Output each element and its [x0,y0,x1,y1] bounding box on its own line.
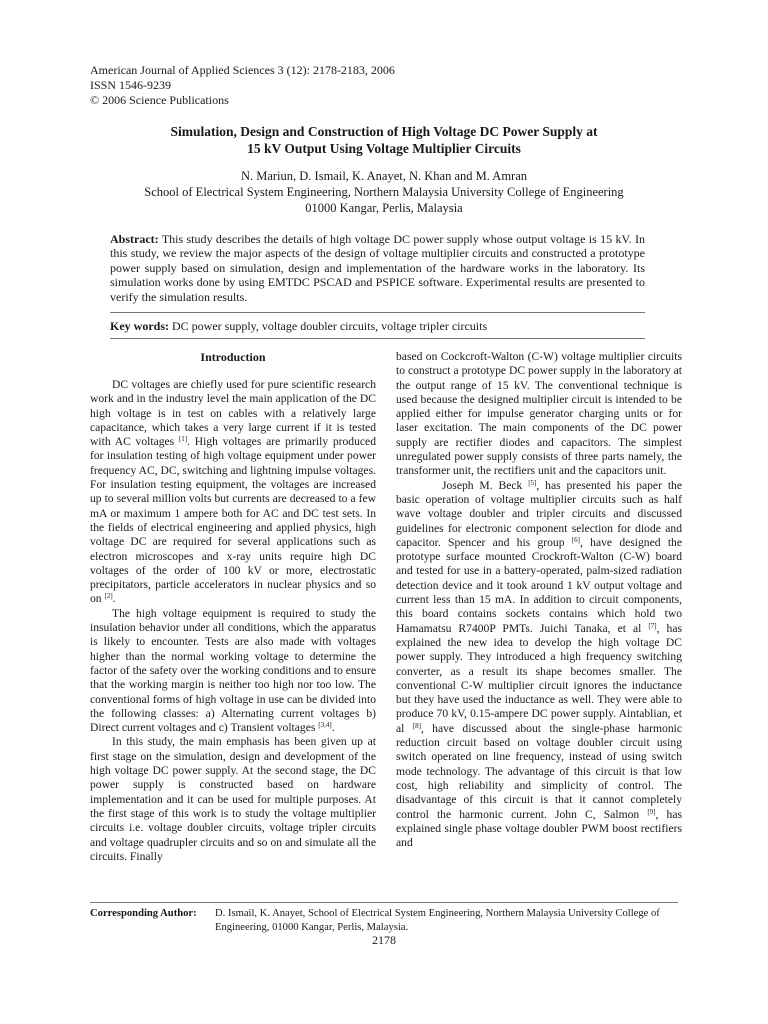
corresponding-author [90,907,680,934]
right-column [396,350,682,850]
author-block [90,168,678,216]
citation: [1] [178,435,188,444]
paragraph-text: . [112,592,116,606]
abstract-text: This study describes the details of high voltage DC power supply whose output voltage is 15 kV. In this study, we review the major aspects of the design of voltage multiplier circuits and constructed a prototype power supply based on simulation, design and implementation of the hardware works in the laboratory. Its simulation works done by using EMTDC PSCAD and PSPICE software. Experimental results are presented to verify the simulation results. [110,232,645,304]
journal-header [90,63,395,108]
paragraph [396,479,682,851]
author-address: 01000 Kangar, Perlis, Malaysia [305,201,463,215]
paragraph-text: DC voltages are chiefly used for pure scientific research work and in the industry level the main application of the DC high voltage is in test on cables with a relatively large capacitance, which takes a very large current if it is tested with AC voltages [90,378,376,449]
citation: [7] [648,621,657,630]
corresponding-author-text: D. Ismail, K. Anayet, School of Electrical System Engineering, Northern Malaysia University College of Engineering, 01000 Kangar, Perlis, Malaysia. [215,908,660,933]
citation: [5] [528,478,537,487]
paragraph-text: , have discussed about the single-phase harmonic reduction circuit based on voltage doubler circuit using switch operated on line frequency, instead of using switch mode technology. The advantage of this circuit is that low cost, high reliability and simplicity of control. The disadvantage of this circuit is that it cannot completely control the harmonic current. John C, Salmon [396,721,682,821]
citation: [6] [571,535,580,544]
keywords [110,319,645,339]
abstract-label: Abstract: [110,232,159,246]
paragraph-text: Joseph M. Beck [442,478,523,492]
abstract [110,232,645,313]
citation: [9] [647,807,656,816]
corresponding-author-label: Corresponding Author: [90,908,197,919]
citation: [2] [104,592,113,601]
paper-title [90,123,678,157]
paragraph-text: The high voltage equipment is required to study the insulation behavior under all conditions, which the apparatus is likely to encounter. Tests are also made with voltages higher than the normal working voltage to determine the factor of the safety over the working conditions and to ensure that the working margin is neither too high nor too low. The conventional forms of high voltage in use can be divided into the following classes: a) Alternating current voltages b) Direct current voltages and c) Transient voltages [90,606,376,735]
footer-divider [90,902,678,903]
paragraph [90,378,376,607]
paragraph-text: . [331,721,335,735]
left-column [90,350,376,864]
paragraph-text: , has explained single phase voltage doubler PWM boost rectifiers and [396,807,682,850]
paragraph-text: , has presented his paper the basic operation of voltage multiplier circuits such as half wave voltage doubler and tripler circuits and discussed guidelines for electronic component selection for diode and capacitor. Spencer and his group [396,478,682,549]
paragraph: In this study, the main emphasis has been given up at first stage on the simulation, design and development of the high voltage DC power supply. At the second stage, the DC power supply is constructed based on hardware implementation and it can be used for multiple purposes. At the first stage of this work is to study the voltage multiplier circuits i.e. voltage doubler circuits, voltage tripler circuits and voltage quadrupler circuits and so on and simulate all the circuits. Finally [90,735,376,863]
title-line-1: Simulation, Design and Construction of High Voltage DC Power Supply at [170,124,598,139]
section-heading-introduction: Introduction [200,350,266,364]
paragraph [90,607,376,736]
author-affiliation: School of Electrical System Engineering, Northern Malaysia University College of Engineering [144,185,624,199]
paragraph: based on Cockcroft-Walton (C-W) voltage multiplier circuits to construct a prototype DC power supply in the laboratory at the output range of 15 kV. The conventional technique is used because the designed multiplier circuit is intended to be applied either for impulse generator charging units or for laser excitation. The main components of the DC power supply are rectifier diodes and capacitors. The simplest unregulated power supply consists of three parts namely, the transformer unit, the rectifiers unit and the capacitors unit. [396,350,682,478]
keywords-text: DC power supply, voltage doubler circuits, voltage tripler circuits [172,319,488,333]
keywords-label: Key words: [110,319,169,333]
title-line-2: 15 kV Output Using Voltage Multiplier Circuits [247,141,521,156]
journal-copyright: © 2006 Science Publications [90,93,229,107]
paragraph-text: . High voltages are primarily produced for insulation testing of high voltage equipment under power frequency AC, DC, switching and lightning impulse voltages. For insulation testing equipment, the voltages are increased up to several million volts but currents are decreased to a few mA or maximum 1 ampere both for AC and DC test sets. In the fields of electrical engineering and applied physics, high voltage DC are required for several applications such as electron microscopes and x-ray units require high DC voltages of the order of 100 kV or more, electrostatic precipitators, particle accelerators in nuclear physics and so on [90,435,376,606]
page-number: 2178 [372,933,396,947]
citation: [8] [412,721,421,730]
citation: [3,4] [318,721,332,730]
paragraph-text: , has explained the new idea to develop the high voltage DC power supply. They introduced a high frequency switching converter, as a result its shape becomes smaller. The conventional C-W multiplier circuit ignores the inductance but they have used the inductance as well. They were able to produce 70 kV, 0.15-ampere DC power supply. Aintablian, et al [396,621,682,735]
author-names: N. Mariun, D. Ismail, K. Anayet, N. Khan and M. Amran [240,169,528,183]
paragraph-text: , have designed the prototype surface mounted Crockroft-Walton (C-W) board and tested for use in a battery-operated, palm-sized radiation detection device and it took around 1 kV output voltage and current less than 15 mA. In addition to circuit components, this board contains sockets contains which hold two Hamamatsu R7400P PMTs. Juichi Tanaka, et al [396,535,682,635]
journal-issn: ISSN 1546-9239 [90,78,172,92]
journal-citation: American Journal of Applied Sciences 3 (12): 2178-2183, 2006 [90,63,395,77]
